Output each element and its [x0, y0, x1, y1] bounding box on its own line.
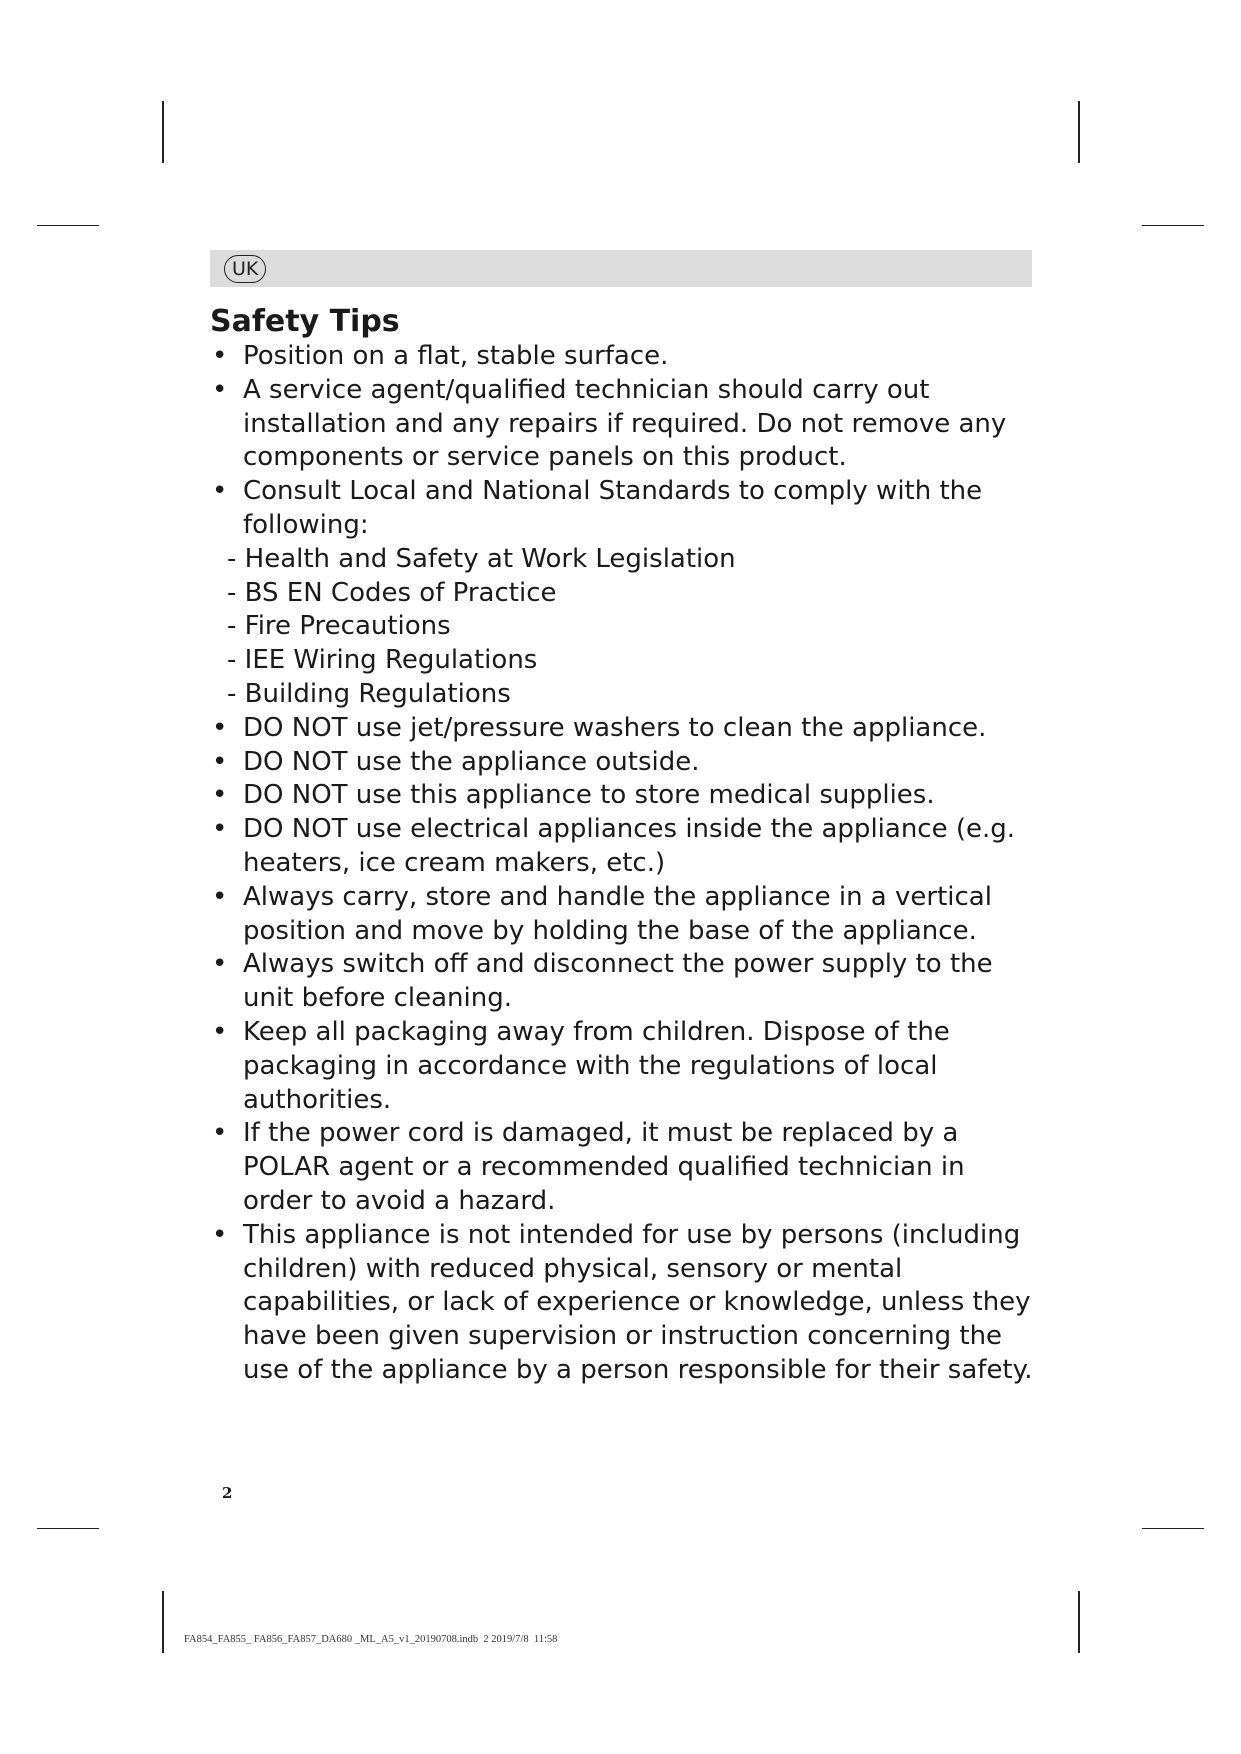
safety-tip-item	[210, 813, 1040, 881]
crop-mark-bottom-left	[162, 1591, 164, 1653]
crop-mark-right-upper	[1142, 225, 1204, 226]
safety-tip-text: DO NOT use jet/pressure washers to clean the appliance.	[243, 712, 987, 743]
safety-tip-text: Keep all packaging away from children. Dispose of the packaging in accordance with the regulations of local authorities.	[243, 1016, 950, 1115]
safety-tip-text: Always switch off and disconnect the power supply to the unit before cleaning.	[243, 949, 993, 1014]
bullet-icon: •	[212, 746, 228, 777]
print-footer	[184, 1634, 557, 1645]
footer-file: FA854_FA855_ FA856_FA857_DA680 _ML_A5_v1_20190708.indb	[184, 1634, 479, 1645]
safety-tip-text: If the power cord is damaged, it must be replaced by a POLAR agent or a recommended qualified technician in order to avoid a hazard.	[243, 1118, 965, 1216]
safety-tip-text: Consult Local and National Standards to comply with the following:	[243, 476, 983, 540]
footer-page: 2	[483, 1634, 489, 1645]
safety-tip-item	[210, 475, 1040, 712]
footer-time: 11:58	[533, 1634, 558, 1645]
safety-tip-item	[210, 1219, 1040, 1388]
safety-tip-item	[210, 340, 1040, 374]
safety-tips-section	[210, 302, 1040, 1388]
bullet-icon: •	[212, 881, 228, 912]
safety-tip-item	[210, 1117, 1040, 1218]
crop-mark-left-lower	[37, 1528, 99, 1529]
standards-subitem: - Building Regulations	[227, 678, 511, 709]
safety-tip-item	[210, 374, 1040, 475]
safety-tip-text: Position on a flat, stable surface.	[243, 341, 669, 371]
bullet-icon: •	[212, 949, 228, 980]
crop-mark-top-right	[1078, 101, 1080, 163]
safety-tips-list	[210, 340, 1040, 1388]
footer-date: 2019/7/8	[491, 1634, 529, 1645]
bullet-icon: •	[212, 374, 228, 405]
safety-tip-item	[210, 712, 1040, 746]
safety-tip-text: This appliance is not intended for use by persons (including children) with reduced physical, sensory or mental capabilities, or lack of experience or knowledge, unless they have been given supervision or instruction concerning the use of the appliance by a person responsible for their safety.	[243, 1219, 1033, 1385]
safety-tip-text: DO NOT use electrical appliances inside the appliance (e.g. heaters, ice cream makers, etc.)	[243, 814, 1016, 878]
safety-tip-text: DO NOT use this appliance to store medical supplies.	[243, 780, 935, 811]
safety-tip-item	[210, 779, 1040, 813]
bullet-icon: •	[212, 1118, 228, 1149]
bullet-icon: •	[212, 1219, 228, 1250]
standards-subitem: - IEE Wiring Regulations	[227, 645, 538, 676]
bullet-icon: •	[212, 476, 228, 507]
language-header-band	[210, 250, 1032, 287]
language-badge: UK	[224, 255, 266, 283]
bullet-icon: •	[212, 780, 228, 811]
bullet-icon: •	[212, 712, 228, 743]
safety-tip-item	[210, 1016, 1040, 1117]
bullet-icon: •	[212, 1016, 228, 1047]
standards-subitem: - Fire Precautions	[227, 611, 451, 642]
page-number: 2	[222, 1484, 233, 1502]
crop-mark-top-left	[162, 101, 164, 163]
crop-mark-bottom-right	[1078, 1591, 1080, 1653]
standards-subitem: - Health and Safety at Work Legislation	[227, 543, 736, 574]
safety-tip-item	[210, 746, 1040, 780]
bullet-icon: •	[212, 814, 228, 845]
safety-tip-text: Always carry, store and handle the appliance in a vertical position and move by holding the base of the appliance.	[243, 881, 992, 946]
safety-tip-text: A service agent/qualified technician should carry out installation and any repairs if required. Do not remove any components or service panels on this product.	[243, 374, 1007, 473]
crop-mark-right-lower	[1142, 1528, 1204, 1529]
section-title: Safety Tips	[210, 304, 400, 339]
standards-subitem: - BS EN Codes of Practice	[227, 577, 557, 608]
safety-tip-text: DO NOT use the appliance outside.	[243, 746, 700, 777]
safety-tip-item	[210, 881, 1040, 949]
safety-tip-item	[210, 948, 1040, 1016]
crop-mark-left-upper	[37, 225, 99, 226]
bullet-icon: •	[212, 341, 228, 371]
standards-sublist	[210, 543, 1040, 712]
